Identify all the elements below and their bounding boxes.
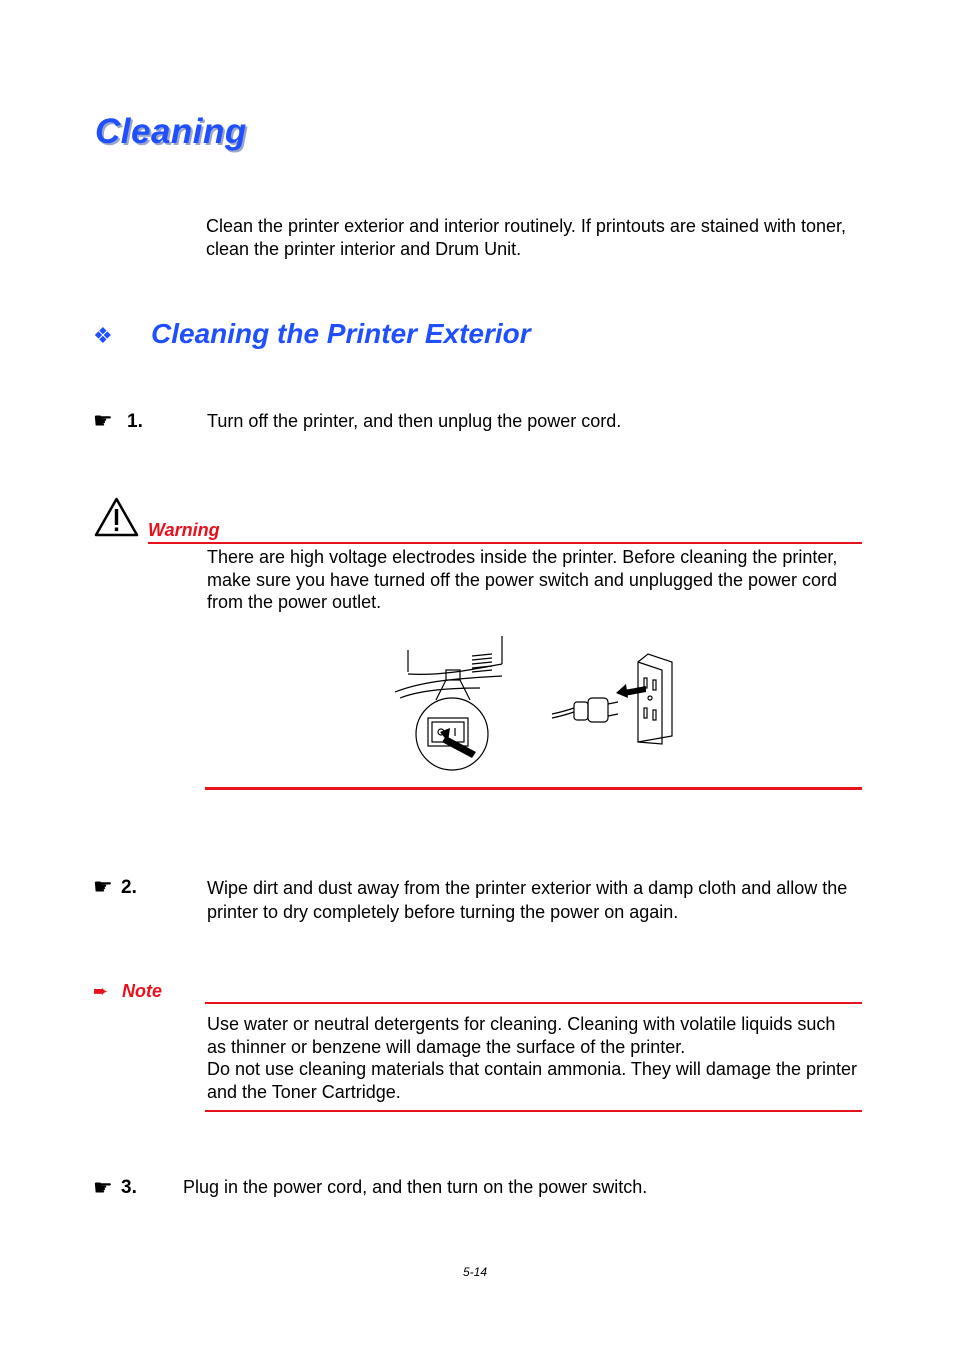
- power-switch-illustration: [380, 632, 680, 774]
- note-line: Use water or neutral detergents for cleaning. Cleaning with volatile liquids such as thinner or benzene will damage the surface of the printer.: [207, 1014, 836, 1057]
- arrow-icon: ➨: [93, 981, 109, 1001]
- step-number: 2.: [121, 877, 137, 898]
- warning-label: Warning: [148, 520, 220, 540]
- pointing-hand-icon: ☛: [93, 874, 113, 899]
- step-text: Plug in the power cord, and then turn on the power switch.: [183, 1177, 648, 1197]
- intro-paragraph: Clean the printer exterior and interior routinely. If printouts are stained with toner, clean the printer interior and Drum Unit.: [206, 216, 847, 259]
- step-text: Turn off the printer, and then unplug the power cord.: [207, 411, 622, 431]
- page-title: Cleaning: [95, 112, 247, 151]
- note-top-rule: [205, 1002, 862, 1004]
- step-number: 3.: [121, 1177, 137, 1198]
- warning-text: There are high voltage electrodes inside the printer. Before cleaning the printer, make sure you have turned off the power switch and unplugged the power cord from the power outlet.: [207, 547, 838, 612]
- step-text: Wipe dirt and dust away from the printer exterior with a damp cloth and allow the printer to dry completely before turning the power on again.: [207, 878, 848, 922]
- note-line: Do not use cleaning materials that contain ammonia. They will damage the printer and the Toner Cartridge.: [207, 1059, 858, 1102]
- diamond-bullet-icon: ❖: [93, 323, 113, 348]
- note-label: Note: [122, 981, 162, 1001]
- note-body: [207, 1013, 857, 1103]
- pointing-hand-icon: ☛: [93, 1175, 113, 1200]
- step-number: 1.: [127, 411, 143, 432]
- section-title: Cleaning the Printer Exterior: [151, 318, 531, 349]
- page-number: 5-14: [463, 1265, 488, 1279]
- warning-triangle-icon: [93, 496, 140, 538]
- warning-top-rule: [148, 542, 862, 544]
- warning-bottom-rule: [205, 787, 862, 790]
- pointing-hand-icon: ☛: [93, 408, 113, 433]
- note-bottom-rule: [205, 1110, 862, 1112]
